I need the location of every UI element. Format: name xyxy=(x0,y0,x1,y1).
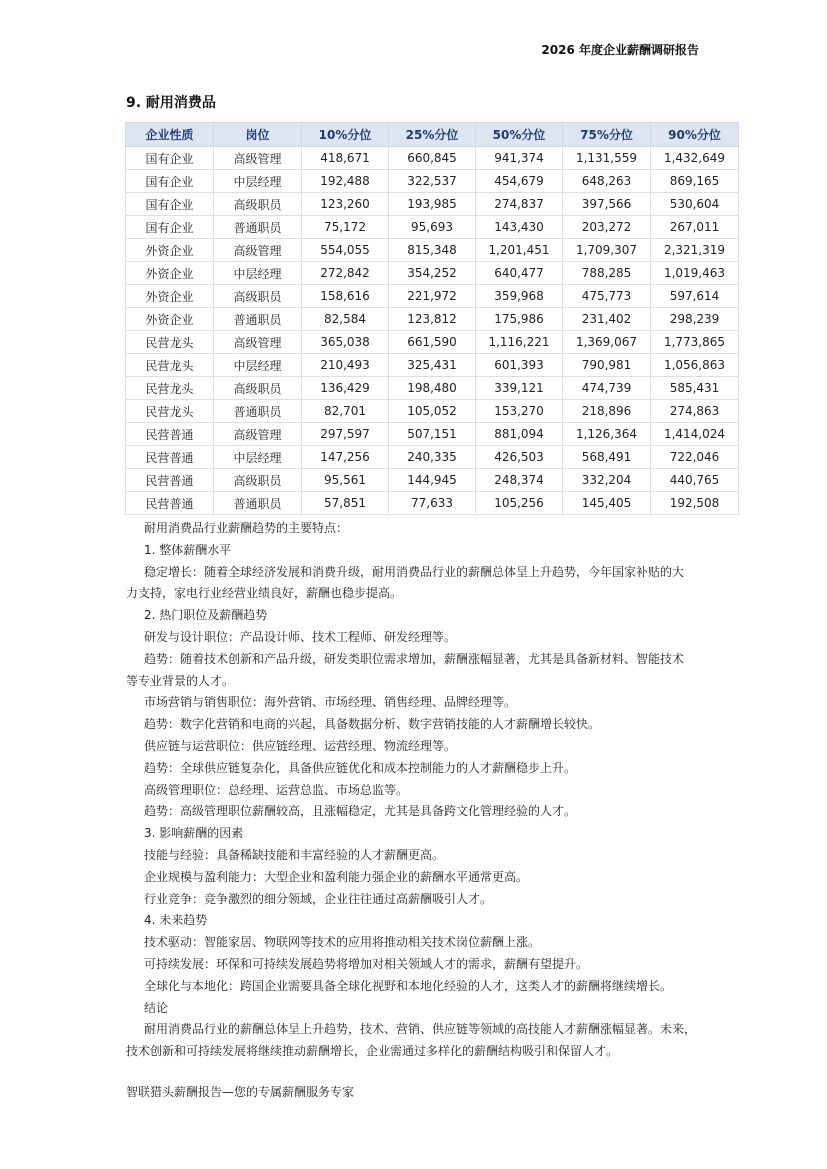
body-line: 等专业背景的人才。 xyxy=(126,673,235,688)
table-cell: 298,239 xyxy=(651,308,739,331)
table-row xyxy=(126,147,739,170)
table-row xyxy=(126,446,739,469)
body-line: 2. 热门职位及薪酬趋势 xyxy=(144,608,268,623)
table-cell: 272,842 xyxy=(302,262,389,285)
table-cell: 585,431 xyxy=(651,377,739,400)
table-row xyxy=(126,239,739,262)
body-line: 3. 影响薪酬的因素 xyxy=(144,826,244,841)
table-cell: 105,052 xyxy=(389,400,476,423)
table-cell: 240,335 xyxy=(389,446,476,469)
table-cell: 136,429 xyxy=(302,377,389,400)
table-cell: 民营普通 xyxy=(126,446,214,469)
table-cell: 民营龙头 xyxy=(126,400,214,423)
table-cell: 274,837 xyxy=(476,193,563,216)
table-cell: 144,945 xyxy=(389,469,476,492)
table-cell: 359,968 xyxy=(476,285,563,308)
table-cell: 426,503 xyxy=(476,446,563,469)
table-row xyxy=(126,170,739,193)
table-cell: 1,773,865 xyxy=(651,331,739,354)
table-cell: 322,537 xyxy=(389,170,476,193)
table-cell: 203,272 xyxy=(563,216,651,239)
table-cell: 143,430 xyxy=(476,216,563,239)
column-header: 岗位 xyxy=(214,123,302,147)
table-cell: 民营普通 xyxy=(126,469,214,492)
body-line: 企业规模与盈利能力：大型企业和盈利能力强企业的薪酬水平通常更高。 xyxy=(144,869,529,884)
table-cell: 高级管理 xyxy=(214,331,302,354)
table-cell: 354,252 xyxy=(389,262,476,285)
table-cell: 815,348 xyxy=(389,239,476,262)
table-cell: 192,488 xyxy=(302,170,389,193)
table-cell: 507,151 xyxy=(389,423,476,446)
table-cell: 397,566 xyxy=(563,193,651,216)
table-cell: 365,038 xyxy=(302,331,389,354)
table-cell: 597,614 xyxy=(651,285,739,308)
body-line: 耐用消费品行业的薪酬总体呈上升趋势，技术、营销、供应链等领域的高技能人才薪酬涨幅显著。未来， xyxy=(144,1022,697,1037)
table-cell: 77,633 xyxy=(389,492,476,515)
table-cell: 1,116,221 xyxy=(476,331,563,354)
table-cell: 105,256 xyxy=(476,492,563,515)
table-cell: 1,056,863 xyxy=(651,354,739,377)
table-cell: 1,131,559 xyxy=(563,147,651,170)
table-row xyxy=(126,308,739,331)
table-cell: 普通职员 xyxy=(214,492,302,515)
table-cell: 554,055 xyxy=(302,239,389,262)
table-cell: 325,431 xyxy=(389,354,476,377)
body-line: 趋势：全球供应链复杂化，具备供应链优化和成本控制能力的人才薪酬稳步上升。 xyxy=(144,760,577,775)
body-line: 技术驱动：智能家居、物联网等技术的应用将推动相关技术岗位薪酬上涨。 xyxy=(144,935,541,950)
section-title: 9. 耐用消费品 xyxy=(126,95,216,111)
body-line: 全球化与本地化：跨国企业需要具备全球化视野和本地化经验的人才，这类人才的薪酬将继续增长。 xyxy=(144,978,673,993)
table-cell: 568,491 xyxy=(563,446,651,469)
table-cell: 601,393 xyxy=(476,354,563,377)
table-cell: 高级管理 xyxy=(214,239,302,262)
table-cell: 高级职员 xyxy=(214,193,302,216)
column-header: 10%分位 xyxy=(302,123,389,147)
table-cell: 国有企业 xyxy=(126,216,214,239)
table-cell: 123,812 xyxy=(389,308,476,331)
column-header: 企业性质 xyxy=(126,123,214,147)
table-cell: 147,256 xyxy=(302,446,389,469)
table-cell: 国有企业 xyxy=(126,170,214,193)
table-cell: 123,260 xyxy=(302,193,389,216)
table-cell: 95,561 xyxy=(302,469,389,492)
table-row xyxy=(126,285,739,308)
table-cell: 218,896 xyxy=(563,400,651,423)
body-line: 结论 xyxy=(144,1000,169,1015)
table-cell: 普通职员 xyxy=(214,308,302,331)
table-row xyxy=(126,492,739,515)
table-cell: 221,972 xyxy=(389,285,476,308)
table-cell: 国有企业 xyxy=(126,193,214,216)
table-cell: 297,597 xyxy=(302,423,389,446)
table-row xyxy=(126,354,739,377)
table-cell: 中层经理 xyxy=(214,262,302,285)
table-cell: 外资企业 xyxy=(126,308,214,331)
table-cell: 145,405 xyxy=(563,492,651,515)
report-header-title: 2026 年度企业薪酬调研报告 xyxy=(541,43,699,57)
table-cell: 660,845 xyxy=(389,147,476,170)
table-cell: 790,981 xyxy=(563,354,651,377)
table-cell: 869,165 xyxy=(651,170,739,193)
table-cell: 193,985 xyxy=(389,193,476,216)
table-cell: 民营龙头 xyxy=(126,377,214,400)
table-cell: 1,432,649 xyxy=(651,147,739,170)
table-cell: 722,046 xyxy=(651,446,739,469)
body-text xyxy=(126,518,716,1063)
table-cell: 788,285 xyxy=(563,262,651,285)
table-cell: 530,604 xyxy=(651,193,739,216)
body-line: 研发与设计职位：产品设计师、技术工程师、研发经理等。 xyxy=(144,629,457,644)
table-cell: 民营普通 xyxy=(126,492,214,515)
table-cell: 267,011 xyxy=(651,216,739,239)
table-cell: 274,863 xyxy=(651,400,739,423)
table-cell: 1,201,451 xyxy=(476,239,563,262)
table-cell: 1,709,307 xyxy=(563,239,651,262)
table-cell: 中层经理 xyxy=(214,446,302,469)
table-cell: 339,121 xyxy=(476,377,563,400)
table-cell: 95,693 xyxy=(389,216,476,239)
column-header: 25%分位 xyxy=(389,123,476,147)
table-body xyxy=(126,147,739,515)
table-cell: 474,739 xyxy=(563,377,651,400)
page-footer: 智联猎头薪酬报告—您的专属薪酬服务专家 xyxy=(126,1085,355,1099)
table-cell: 外资企业 xyxy=(126,239,214,262)
table-cell: 454,679 xyxy=(476,170,563,193)
table-cell: 661,590 xyxy=(389,331,476,354)
body-line: 1. 整体薪酬水平 xyxy=(144,542,232,557)
table-cell: 640,477 xyxy=(476,262,563,285)
table-cell: 881,094 xyxy=(476,423,563,446)
table-cell: 158,616 xyxy=(302,285,389,308)
body-line: 趋势：随着技术创新和产品升级，研发类职位需求增加，薪酬涨幅显著，尤其是具备新材料、智能技术 xyxy=(144,651,685,666)
table-cell: 153,270 xyxy=(476,400,563,423)
body-line: 市场营销与销售职位：海外营销、市场经理、销售经理、品牌经理等。 xyxy=(144,695,517,710)
table-cell: 941,374 xyxy=(476,147,563,170)
table-cell: 外资企业 xyxy=(126,262,214,285)
table-header-row xyxy=(126,123,739,147)
table-cell: 民营龙头 xyxy=(126,331,214,354)
table-row xyxy=(126,423,739,446)
table-cell: 75,172 xyxy=(302,216,389,239)
table-cell: 82,584 xyxy=(302,308,389,331)
table-cell: 2,321,319 xyxy=(651,239,739,262)
table-cell: 中层经理 xyxy=(214,170,302,193)
column-header: 75%分位 xyxy=(563,123,651,147)
column-header: 90%分位 xyxy=(651,123,739,147)
body-line: 力支持，家电行业经营业绩良好，薪酬也稳步提高。 xyxy=(126,586,403,601)
table-row xyxy=(126,216,739,239)
table-cell: 高级职员 xyxy=(214,285,302,308)
table-cell: 高级职员 xyxy=(214,377,302,400)
table-row xyxy=(126,377,739,400)
table-cell: 440,765 xyxy=(651,469,739,492)
table-row xyxy=(126,193,739,216)
table-cell: 475,773 xyxy=(563,285,651,308)
table-cell: 192,508 xyxy=(651,492,739,515)
body-line: 趋势：高级管理职位薪酬较高，且涨幅稳定，尤其是具备跨文化管理经验的人才。 xyxy=(144,804,577,819)
table-cell: 332,204 xyxy=(563,469,651,492)
column-header: 50%分位 xyxy=(476,123,563,147)
table-cell: 国有企业 xyxy=(126,147,214,170)
table-cell: 175,986 xyxy=(476,308,563,331)
table-cell: 57,851 xyxy=(302,492,389,515)
table-cell: 普通职员 xyxy=(214,216,302,239)
table-cell: 民营普通 xyxy=(126,423,214,446)
table-cell: 高级管理 xyxy=(214,423,302,446)
table-row xyxy=(126,262,739,285)
table-cell: 198,480 xyxy=(389,377,476,400)
table-cell: 418,671 xyxy=(302,147,389,170)
table-cell: 210,493 xyxy=(302,354,389,377)
body-line: 供应链与运营职位：供应链经理、运营经理、物流经理等。 xyxy=(144,738,457,753)
table-cell: 1,126,364 xyxy=(563,423,651,446)
body-line: 耐用消费品行业薪酬趋势的主要特点： xyxy=(144,521,349,535)
body-line: 可持续发展：环保和可持续发展趋势将增加对相关领域人才的需求，薪酬有望提升。 xyxy=(144,956,589,971)
body-line: 趋势：数字化营销和电商的兴起，具备数据分析、数字营销技能的人才薪酬增长较快。 xyxy=(144,717,601,732)
table-cell: 高级职员 xyxy=(214,469,302,492)
body-line: 技能与经验：具备稀缺技能和丰富经验的人才薪酬更高。 xyxy=(144,847,445,862)
body-line: 行业竞争：竞争激烈的细分领域，企业往往通过高薪酬吸引人才。 xyxy=(144,891,493,906)
body-line: 稳定增长：随着全球经济发展和消费升级，耐用消费品行业的薪酬总体呈上升趋势，今年国家补贴的大 xyxy=(144,564,685,579)
table-row xyxy=(126,331,739,354)
table-cell: 1,414,024 xyxy=(651,423,739,446)
table-cell: 中层经理 xyxy=(214,354,302,377)
table-cell: 普通职员 xyxy=(214,400,302,423)
body-line: 4. 未来趋势 xyxy=(144,913,208,928)
salary-table xyxy=(125,122,739,515)
table-row xyxy=(126,469,739,492)
table-cell: 1,369,067 xyxy=(563,331,651,354)
table-cell: 248,374 xyxy=(476,469,563,492)
table-cell: 外资企业 xyxy=(126,285,214,308)
body-line: 技术创新和可持续发展将继续推动薪酬增长，企业需通过多样化的薪酬结构吸引和保留人才。 xyxy=(126,1044,619,1059)
table-row xyxy=(126,400,739,423)
table-cell: 民营龙头 xyxy=(126,354,214,377)
table-cell: 高级管理 xyxy=(214,147,302,170)
table-cell: 648,263 xyxy=(563,170,651,193)
table-cell: 231,402 xyxy=(563,308,651,331)
table-cell: 82,701 xyxy=(302,400,389,423)
table-cell: 1,019,463 xyxy=(651,262,739,285)
body-line: 高级管理职位：总经理、运营总监、市场总监等。 xyxy=(144,782,409,797)
